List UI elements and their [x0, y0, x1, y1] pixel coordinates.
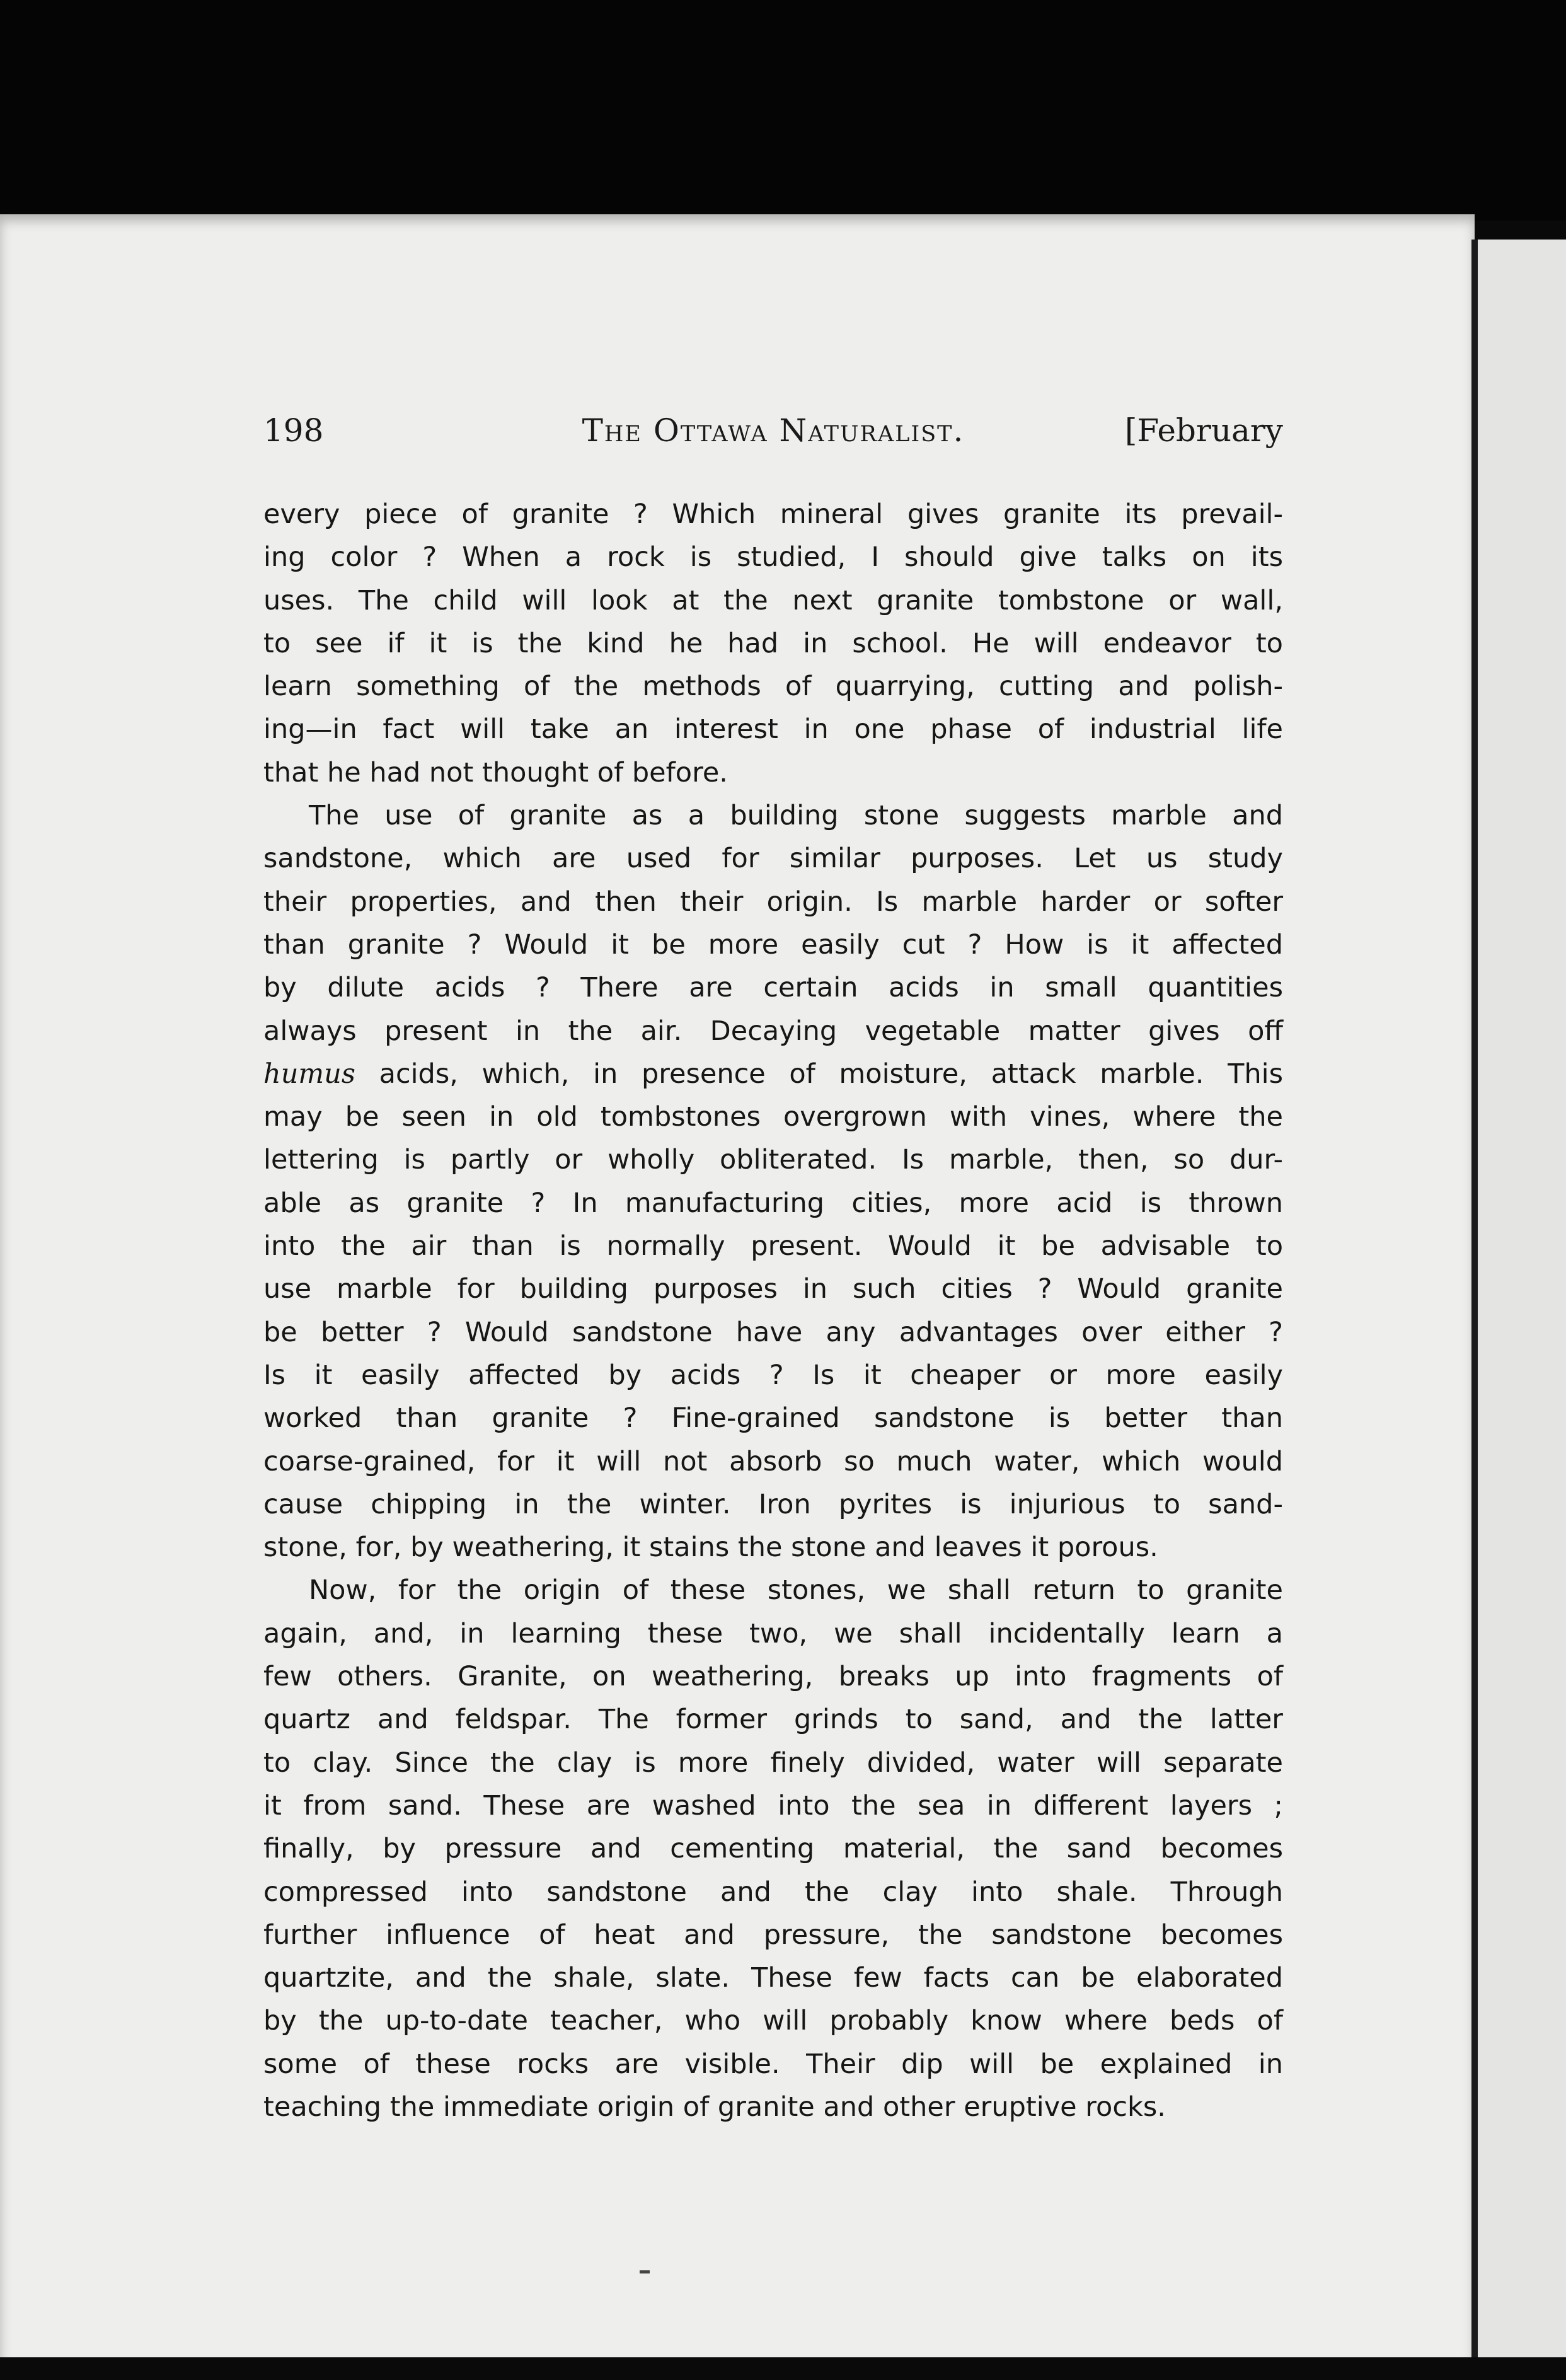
- text-line: be better ? Would sandstone have any advantages over either ?: [263, 1316, 1283, 1348]
- italic-term: humus: [263, 1058, 355, 1090]
- text-line: Now, for the origin of these stones, we shall return to granite: [309, 1574, 1283, 1607]
- text-line: may be seen in old tombstones overgrown with vines, where the: [263, 1101, 1283, 1133]
- adjacent-page-edge: [1478, 240, 1566, 2380]
- text-line: to clay. Since the clay is more finely divided, water will separate: [263, 1747, 1283, 1779]
- scan-bottom-border: [0, 2357, 1566, 2380]
- text-line: cause chipping in the winter. Iron pyrites is injurious to sand-: [263, 1488, 1283, 1520]
- text-line: Is it easily affected by acids ? Is it cheaper or more easily: [263, 1359, 1283, 1391]
- text-line: into the air than is normally present. Would it be advisable to: [263, 1230, 1283, 1262]
- text-line: always present in the air. Decaying vegetable matter gives off: [263, 1015, 1283, 1047]
- scan-top-border: [0, 0, 1566, 221]
- text-line-rest: acids, which, in presence of moisture, attack marble. This: [379, 1058, 1283, 1090]
- text-line: able as granite ? In manufacturing cities, more acid is thrown: [263, 1187, 1283, 1219]
- paragraph-2: [263, 794, 1283, 1569]
- text-line: finally, by pressure and cementing material, the sand becomes: [263, 1833, 1283, 1865]
- footer-mark: [640, 2270, 650, 2273]
- text-line: uses. The child will look at the next granite tombstone or wall,: [263, 584, 1283, 616]
- paragraph-1: [263, 493, 1283, 794]
- text-line: coarse-grained, for it will not absorb so much water, which would: [263, 1445, 1283, 1477]
- text-line: than granite ? Would it be more easily cut ? How is it affected: [263, 928, 1283, 961]
- text-line: stone, for, by weathering, it stains the stone and leaves it porous.: [263, 1532, 1158, 1564]
- text-line: lettering is partly or wholly obliterated. Is marble, then, so dur-: [263, 1144, 1283, 1176]
- text-line: compressed into sandstone and the clay into shale. Through: [263, 1876, 1283, 1908]
- text-line: few others. Granite, on weathering, breaks up into fragments of: [263, 1661, 1283, 1693]
- text-line: every piece of granite ? Which mineral gives granite its prevail-: [263, 499, 1283, 530]
- text-line: sandstone, which are used for similar purposes. Let us study: [263, 843, 1283, 875]
- text-line: it from sand. These are washed into the sea in different layers ;: [263, 1789, 1283, 1822]
- text-line: The use of granite as a building stone suggests marble and: [309, 800, 1283, 832]
- page-number: 198: [263, 412, 324, 449]
- text-line: quartzite, and the shale, slate. These few facts can be elaborated: [263, 1962, 1283, 1994]
- text-line: [263, 1053, 1283, 1095]
- text-line: that he had not thought of before.: [263, 756, 728, 789]
- text-line: their properties, and then their origin. Is marble harder or softer: [263, 886, 1283, 918]
- text-line: some of these rocks are visible. Their dip will be explained in: [263, 2048, 1283, 2080]
- text-line: to see if it is the kind he had in school. He will endeavor to: [263, 627, 1283, 659]
- paragraph-3: [263, 1569, 1283, 2129]
- text-line: quartz and feldspar. The former grinds to sand, and the latter: [263, 1704, 1283, 1736]
- text-line: by dilute acids ? There are certain acids in small quantities: [263, 972, 1283, 1004]
- page-gutter: [1471, 240, 1478, 2380]
- text-line: by the up-to-date teacher, who will probably know where beds of: [263, 2005, 1283, 2037]
- text-line: ing color ? When a rock is studied, I should give talks on its: [263, 541, 1283, 574]
- text-line: use marble for building purposes in such cities ? Would granite: [263, 1273, 1283, 1305]
- text-line: further influence of heat and pressure, the sandstone becomes: [263, 1919, 1283, 1951]
- text-line: again, and, in learning these two, we shall incidentally learn a: [263, 1617, 1283, 1649]
- text-line: teaching the immediate origin of granite and other eruptive rocks.: [263, 2091, 1166, 2123]
- body-text: [263, 493, 1283, 2129]
- issue-month: [February: [1124, 412, 1283, 449]
- text-line: ing—in fact will take an interest in one phase of industrial life: [263, 713, 1283, 746]
- running-header: [263, 412, 1283, 469]
- journal-title: The Ottawa Naturalist.: [582, 412, 965, 449]
- text-line: worked than granite ? Fine-grained sandstone is better than: [263, 1402, 1283, 1435]
- text-line: learn something of the methods of quarrying, cutting and polish-: [263, 671, 1283, 703]
